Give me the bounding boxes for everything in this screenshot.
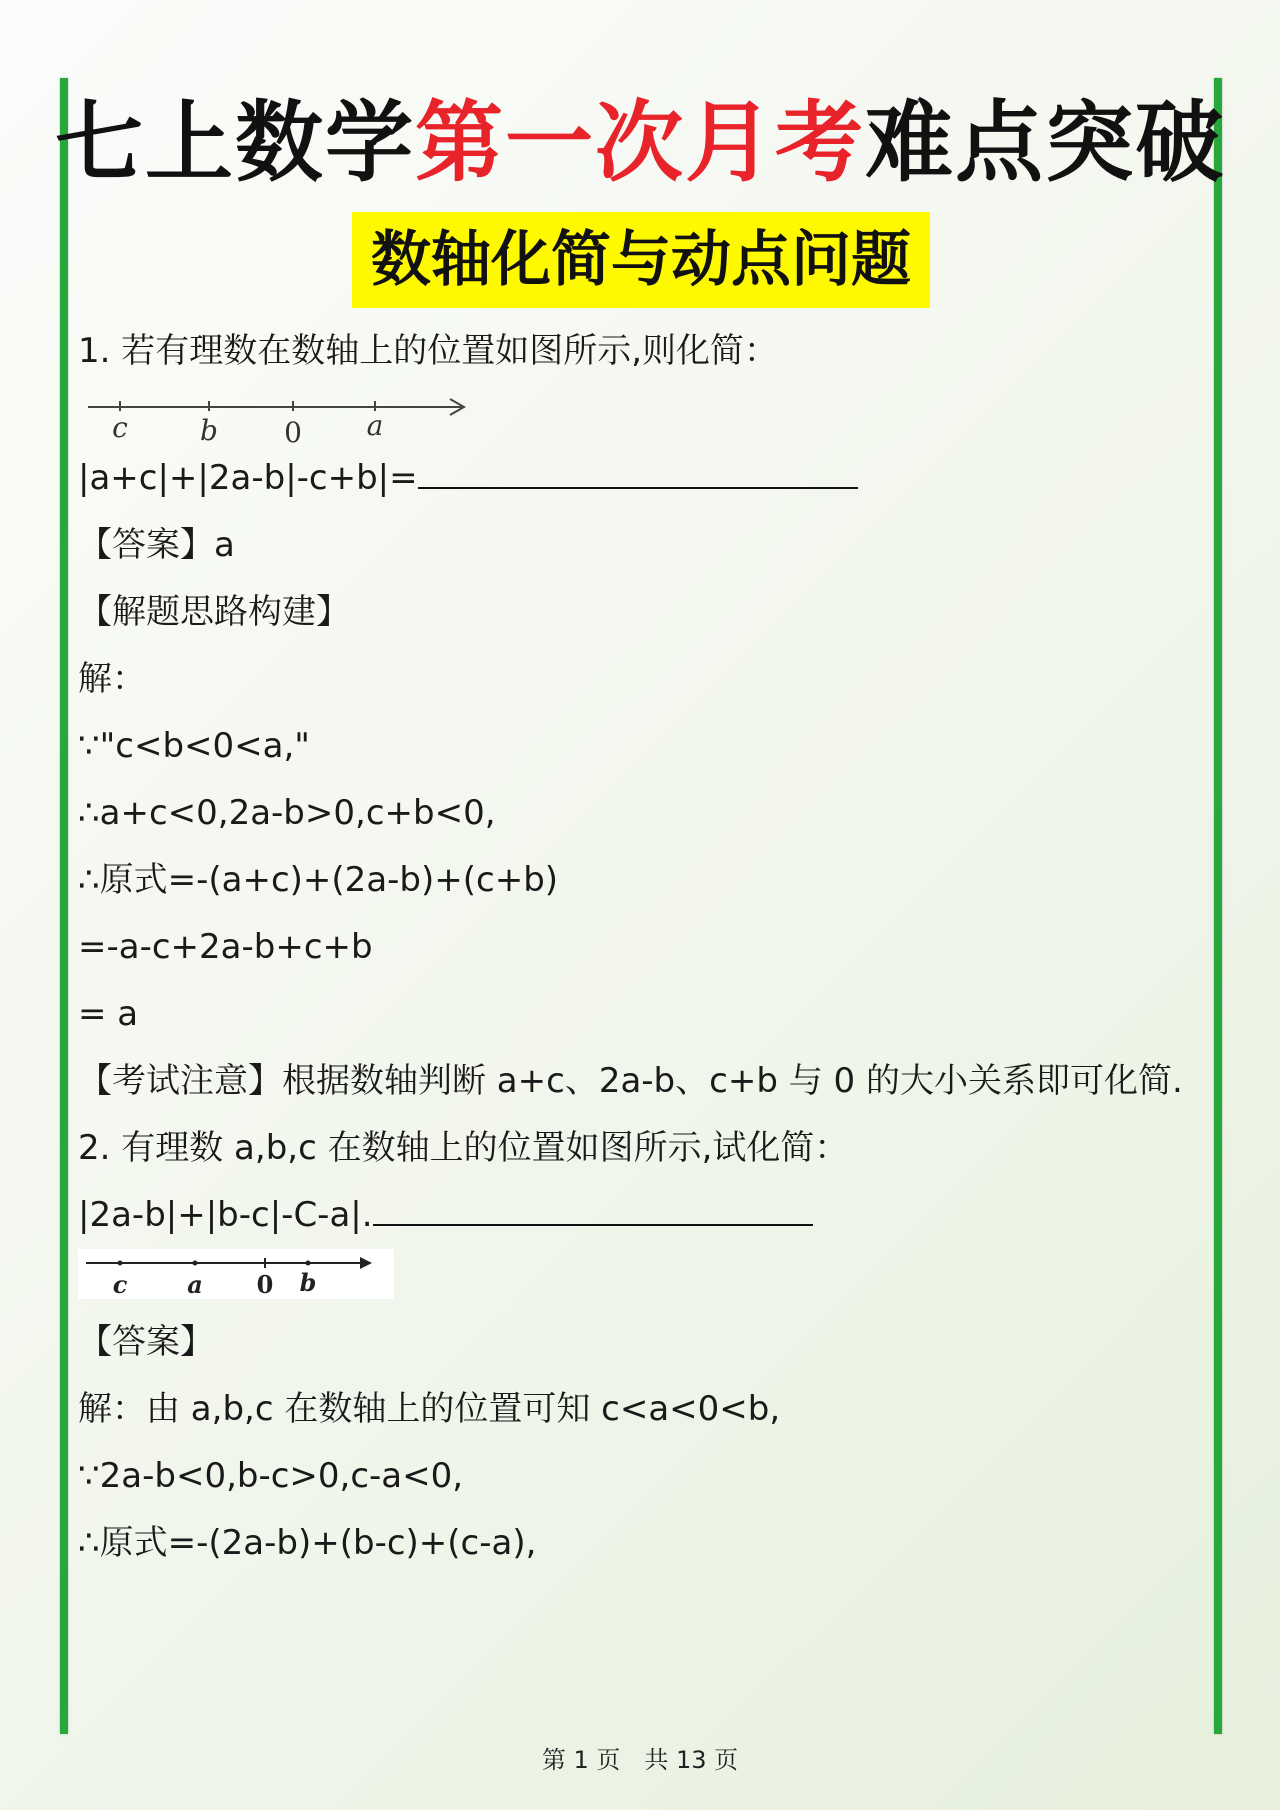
q2-expression: |2a-b|+|b-c|-C-a|.: [78, 1195, 373, 1235]
q1-number-line-svg: [78, 385, 478, 445]
title-part-3: 难点突破: [865, 91, 1226, 194]
q1-solution-line: ∴a+c<0,2a-b>0,c+b<0,: [78, 793, 496, 833]
page-number: 第 1 页: [541, 1746, 621, 1774]
q2-solution-line: ∴原式=-(2a-b)+(b-c)+(c-a),: [78, 1523, 537, 1563]
q1-solution-line: ∴原式=-(a+c)+(2a-b)+(c+b): [78, 860, 559, 900]
q2-label-b: b: [299, 1268, 317, 1297]
q2-answer-blank: [373, 1194, 813, 1226]
page-title: [0, 88, 1280, 198]
q1-question: 1. 若有理数在数轴上的位置如图所示,则化简：: [78, 331, 779, 371]
q2-number-line-svg: [78, 1249, 398, 1301]
q1-solution-line: =-a-c+2a-b+c+b: [78, 927, 373, 967]
left-border: [60, 78, 68, 1734]
q1-solution-line: 解：: [78, 659, 146, 699]
q2-solution-line: ∵2a-b<0,b-c>0,c-a<0,: [78, 1456, 464, 1496]
q2-label-a: a: [187, 1270, 203, 1299]
q1-answer: 【答案】a: [78, 525, 235, 565]
q1-answer-blank: [418, 457, 858, 489]
q1-exam-note: 【考试注意】根据数轴判断 a+c、2a-b、c+b 与 0 的大小关系即可化简.: [78, 1061, 1183, 1101]
q2-point-b: [306, 1261, 311, 1266]
document-content: [78, 318, 1208, 1577]
q2-label-0: 0: [256, 1270, 274, 1299]
q1-approach: 【解题思路构建】: [78, 592, 350, 632]
q1-expression-row: [78, 445, 1208, 512]
q1-label-a: a: [366, 409, 384, 442]
q2-answer: 【答案】: [78, 1322, 214, 1362]
q1-label-b: b: [200, 414, 218, 445]
q2-label-c: c: [112, 1270, 128, 1299]
q1-expression: |a+c|+|2a-b|-c+b|=: [78, 458, 418, 498]
q2-number-line: [78, 1249, 1208, 1309]
title-part-1: 七上数学: [54, 91, 415, 194]
q2-solution-line: 解：由 a,b,c 在数轴上的位置可知 c<a<0<b,: [78, 1389, 781, 1429]
right-border: [1214, 78, 1222, 1734]
q2-point-c: [118, 1261, 123, 1266]
q2-expression-row: [78, 1182, 1208, 1249]
page-footer: [0, 1742, 1280, 1778]
q1-number-line: [78, 385, 1208, 445]
page-total: 共 13 页: [644, 1746, 739, 1774]
q1-solution-line: = a: [78, 994, 139, 1034]
q1-label-0: 0: [284, 416, 302, 445]
q2-point-a: [193, 1261, 198, 1266]
title-part-2: 第一次月考: [414, 91, 865, 194]
page-subtitle: 数轴化简与动点问题: [352, 212, 930, 308]
q2-question: 2. 有理数 a,b,c 在数轴上的位置如图所示,试化简：: [78, 1128, 849, 1168]
q1-label-c: c: [112, 411, 128, 444]
q1-solution-line: ∵"c<b<0<a,": [78, 726, 310, 766]
